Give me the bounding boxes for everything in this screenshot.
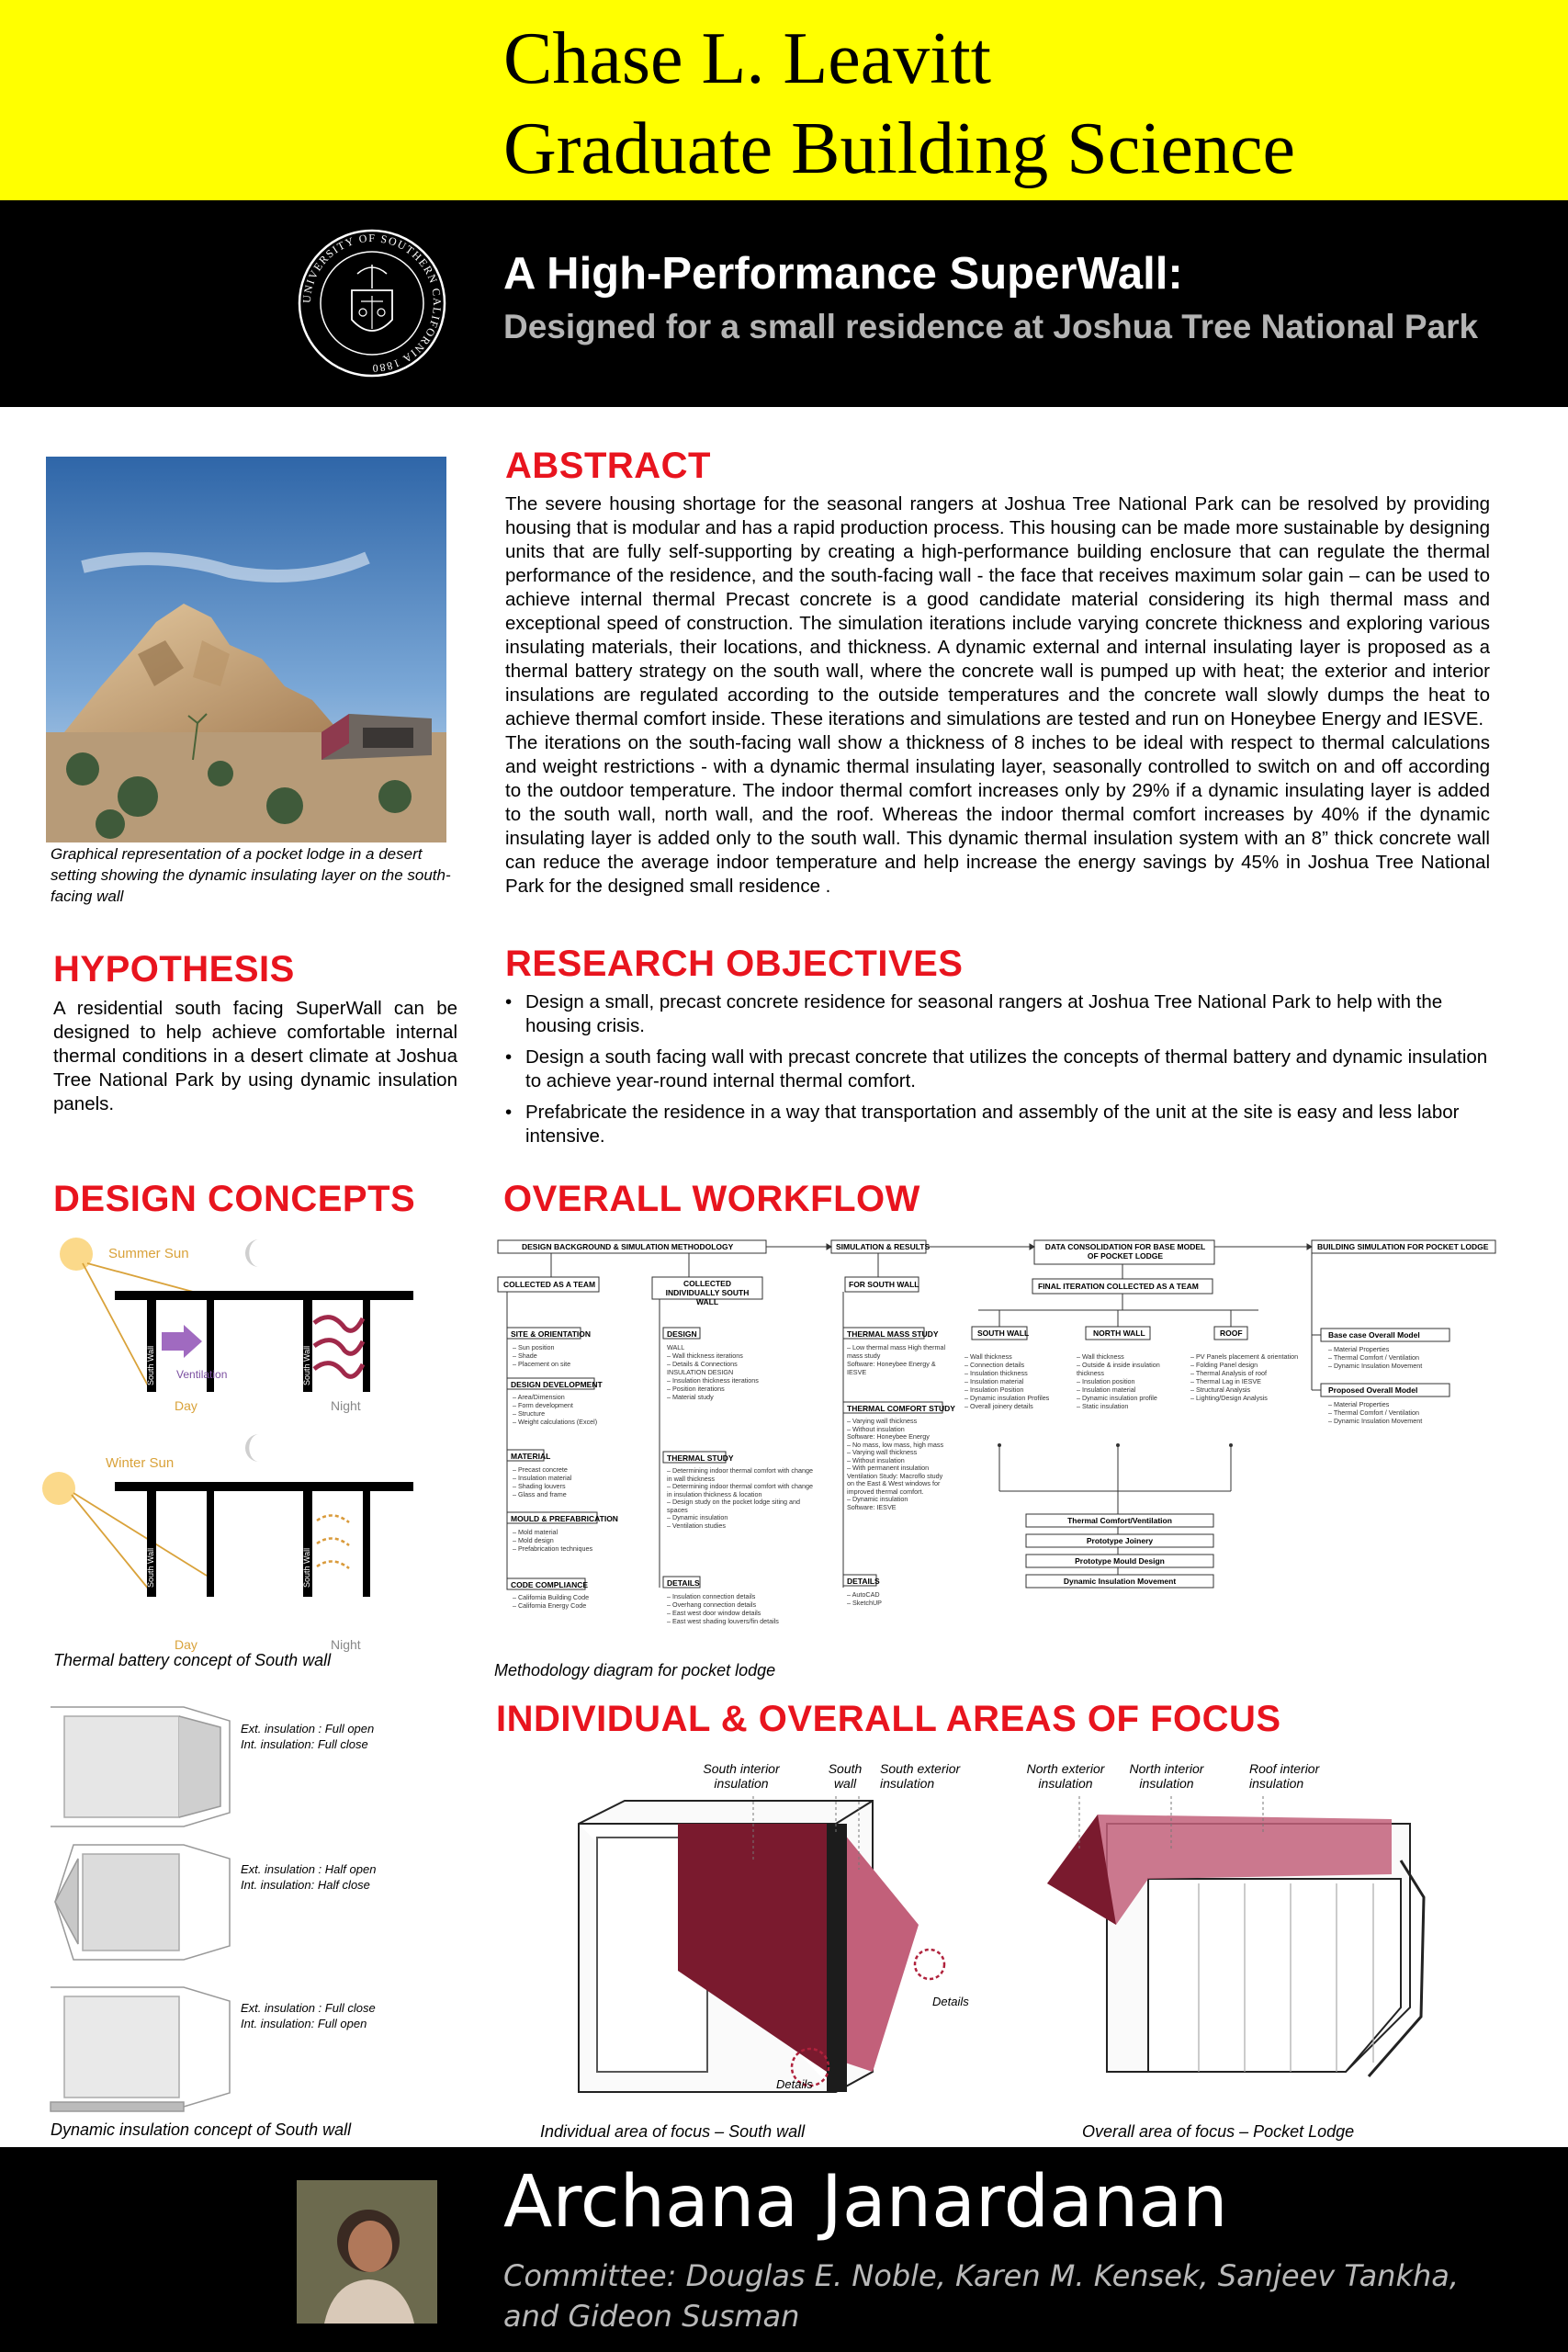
wf-site: SITE & ORIENTATION <box>511 1329 592 1339</box>
wf-sim-results: SIMULATION & RESULTS <box>836 1242 931 1251</box>
wf-details: DETAILS <box>667 1578 700 1588</box>
wf-design-items: WALL – Wall thickness iterations – Details & Connections INSULATION DESIGN – Insulation thickness iterations – Position iterations – Material study <box>667 1343 759 1401</box>
wf-dd-items: – Area/Dimension – Form development – Structure – Weight calculations (Excel) <box>513 1393 598 1426</box>
objective-item: • Prefabricate the residence in a way that transportation and assembly of the unit at the site is easy and less labor intensive. <box>505 1101 1490 1148</box>
wf-mould: MOULD & PREFABRICATION <box>511 1514 618 1523</box>
moon-icon <box>245 1239 259 1267</box>
svg-text:Ventilation: Ventilation <box>176 1368 228 1381</box>
wf-details-2: DETAILS <box>847 1577 880 1586</box>
workflow-connectors <box>496 1238 1497 1643</box>
university-seal <box>297 228 447 379</box>
objective-item: • Design a south facing wall with precast concrete that utilizes the concepts of thermal battery and dynamic insulation to achieve year-round internal thermal comfort. <box>505 1046 1490 1093</box>
committee-list: Committee: Douglas E. Noble, Karen M. Kensek, Sanjeev Tankha, and Gideon Susman <box>503 2258 1460 2334</box>
label-roof-interior: Roof interior insulation <box>1249 1761 1320 1791</box>
wf-det2-items: – AutoCAD – SketchUP <box>847 1590 882 1607</box>
wf-base-items: – Material Properties – Thermal Comfort / Ventilation – Dynamic Insulation Movement <box>1328 1345 1423 1370</box>
details-label: Details <box>776 2077 813 2091</box>
svg-text:South Wall: South Wall <box>302 1345 311 1385</box>
wf-tm-items: – Low thermal mass High thermal mass study Software: Honeybee Energy & IESVE <box>847 1343 946 1376</box>
design-concepts-heading: DESIGN CONCEPTS <box>53 1179 416 1219</box>
thermal-battery-caption: Thermal battery concept of South wall <box>53 1651 332 1669</box>
wf-south-wall: SOUTH WALL <box>977 1329 1030 1338</box>
objective-item: • Design a small, precast concrete residence for seasonal rangers at Joshua Tree National Park to help with the housing crisis. <box>505 990 1490 1038</box>
wf-ts-items: – Determining indoor thermal comfort with change in wall thickness – Determining indoor thermal comfort with change in insulation thickness & location – Design study on the pocket lodge siting and spaces – Dynamic insulation – Ventilation studies <box>667 1466 813 1530</box>
south-wall-focus-diagram <box>570 1796 969 2099</box>
dyn-ext-3: Ext. insulation : Full close <box>241 2001 376 2015</box>
label-south-interior: South interior insulation <box>703 1761 780 1791</box>
label-north-exterior: North exterior insulation <box>1026 1761 1105 1791</box>
svg-text:South Wall: South Wall <box>146 1547 155 1588</box>
wf-roof-items: – PV Panels placement & orientation – Folding Panel design – Thermal Analysis of roof – Thermal Lag in IESVE – Structural Analysis – Lighting/Design Analysis <box>1190 1352 1299 1402</box>
poster-subtitle: Designed for a small residence at Joshua Tree National Park <box>503 308 1479 345</box>
photo-caption: Graphical representation of a pocket lodge in a desert setting showing the dynamic insulating layer on the south-facing wall <box>51 845 451 905</box>
wf-out-2: Prototype Joinery <box>1086 1536 1154 1545</box>
seal-text: UNIVERSITY OF SOUTHERN CALIFORNIA 1880 <box>299 231 445 376</box>
dyn-int-2: Int. insulation: Half close <box>241 1878 370 1892</box>
wf-out-4: Dynamic Insulation Movement <box>1063 1577 1177 1586</box>
thermal-battery-diagram <box>46 1227 450 1658</box>
wf-final-iteration: FINAL ITERATION COLLECTED AS A TEAM <box>1038 1282 1199 1291</box>
wf-nw-items: – Wall thickness – Outside & inside insulation thickness – Insulation position – Insulation material – Dynamic insulation profile – Static insulation <box>1077 1352 1160 1410</box>
wf-building-sim: BUILDING SIMULATION FOR POCKET LODGE <box>1317 1242 1489 1251</box>
wf-design-background: DESIGN BACKGROUND & SIMULATION METHODOLOGY <box>522 1242 734 1251</box>
wf-out-1: Thermal Comfort/Ventilation <box>1067 1516 1172 1525</box>
wf-base-case: Base case Overall Model <box>1328 1330 1420 1340</box>
dynamic-insulation-sketches <box>46 1698 239 2120</box>
wf-data-consolidation: DATA CONSOLIDATION FOR BASE MODEL OF POCKET LODGE <box>1044 1242 1206 1261</box>
wf-code-items: – California Building Code – California Energy Code <box>513 1593 590 1610</box>
dyn-int-3: Int. insulation: Full open <box>241 2017 367 2030</box>
program-name: Graduate Building Science <box>503 108 1295 189</box>
abstract-heading: ABSTRACT <box>505 446 711 486</box>
abstract-paragraph-1: The severe housing shortage for the seasonal rangers at Joshua Tree National Park can be resolved by providing housing that is modular and has a rapid production process. This housing can be made more sustainable by designing units that are fully self-supporting by creating a high-performance building enclosure that can regulate the thermal performance of the residence, and the south-facing wall - the face that receives maximum solar gain – can be used to achieve internal thermal Precast concrete is a good candidate material considering its high thermal mass and exceptional speed of construction. The simulation iterations include varying concrete thickness and exploring various insulating materials, their locations, and thickness. A dynamic external and internal insulating layer is proposed as a thermal battery strategy on the south wall, where the concrete wall is pumped up with heat; the exterior and interior insulations are regulated according to the outside temperatures and the concrete wall slowly dumps the heat to achieve thermal comfort inside. These iterations and simulations are tested and run on Honeybee Energy and IESVE. <box>505 493 1490 729</box>
label-north-interior: North interior insulation <box>1129 1761 1204 1791</box>
details-label: Details <box>932 1995 969 2008</box>
wf-thermal-study: THERMAL STUDY <box>667 1453 734 1463</box>
svg-text:South Wall: South Wall <box>302 1547 311 1588</box>
individual-focus-caption: Individual area of focus – South wall <box>540 2122 806 2141</box>
author-photo <box>297 2180 437 2324</box>
wf-mat-items: – Precast concrete – Insulation material – Shading louvers – Glass and frame <box>513 1465 572 1498</box>
hypothesis-body: A residential south facing SuperWall can be designed to help achieve comfortable internal thermal conditions in a desert climate at Joshua Tree National Park by using dynamic insulation panels. <box>53 998 457 1114</box>
summer-sun-label: Summer Sun <box>108 1246 189 1261</box>
wf-prop-items: – Material Properties – Thermal Comfort / Ventilation – Dynamic Insulation Movement <box>1328 1400 1423 1425</box>
winter-sun-icon <box>42 1472 75 1505</box>
wf-proposed: Proposed Overall Model <box>1328 1385 1418 1395</box>
label-south-wall: South wall <box>828 1761 863 1791</box>
poster-title: A High-Performance SuperWall: <box>503 249 1183 299</box>
abstract-body <box>505 492 1490 899</box>
advisor-name: Chase L. Leavitt <box>503 18 991 99</box>
author-name: Archana Janardanan <box>503 2161 1228 2244</box>
wf-det-items: – Insulation connection details – Overhang connection details – East west door window details – East west shading louvers/fin details <box>667 1592 779 1625</box>
wf-for-south-wall: FOR SOUTH WALL <box>849 1280 919 1289</box>
wf-mould-items: – Mold material – Mold design – Prefabrication techniques <box>513 1528 593 1553</box>
moon-icon <box>245 1434 259 1462</box>
objectives-list <box>505 990 1490 1156</box>
wf-design: DESIGN <box>667 1329 697 1339</box>
pocket-lodge-focus-diagram <box>1043 1796 1428 2099</box>
abstract-paragraph-2: The iterations on the south-facing wall show a thickness of 8 inches to be ideal with respect to thermal calculations and weight restrictions - with a dynamic thermal insulating layer, seasonally controlled to switch on and off according to the outdoor temperature. The indoor thermal comfort increases only by 29% if a dynamic insulating layer is added to the south wall, north wall, and the roof. Whereas the indoor thermal comfort increases by 40% if the dynamic insulating layer is added only to the south wall. This dynamic thermal insulation system with an 8” thick concrete wall can reduce the average indoor temperature and help increase the energy savings by 45% in Joshua Tree National Park for the designed small residence . <box>505 732 1490 897</box>
night-label: Night <box>331 1637 361 1652</box>
summer-sun-icon <box>60 1238 93 1271</box>
wf-collected-individually: COLLECTED INDIVIDUALLY SOUTH WALL <box>665 1279 750 1306</box>
wf-out-3: Prototype Mould Design <box>1075 1556 1165 1566</box>
wf-site-items: – Sun position – Shade – Placement on site <box>513 1343 571 1368</box>
workflow-diagram <box>496 1238 1497 1643</box>
dyn-ext-1: Ext. insulation : Full open <box>241 1722 375 1736</box>
dyn-int-1: Int. insulation: Full close <box>241 1737 368 1751</box>
day-label: Day <box>175 1398 197 1413</box>
wf-thermal-comfort: THERMAL COMFORT STUDY <box>847 1404 955 1413</box>
wf-sw-items: – Wall thickness – Connection details – Insulation thickness – Insulation material – Insulation Position – Dynamic insulation Profiles – Overall joinery details <box>964 1352 1050 1410</box>
wf-material: MATERIAL <box>511 1452 551 1461</box>
label-south-exterior: South exterior insulation <box>880 1761 961 1791</box>
objectives-heading: RESEARCH OBJECTIVES <box>505 944 964 984</box>
svg-text:South Wall: South Wall <box>146 1345 155 1385</box>
wf-code: CODE COMPLIANCE <box>511 1580 589 1589</box>
winter-sun-label: Winter Sun <box>106 1455 175 1471</box>
wf-tc-items: – Varying wall thickness – Without insulation Software: Honeybee Energy – No mass, low mass, high mass – Varying wall thickness – Without insulation – With permanent insulation Ventilation Study: Macroflo study on the East & West windows for improved thermal comfort. – Dynamic insulation Software: IESVE <box>847 1417 944 1511</box>
overall-focus-caption: Overall area of focus – Pocket Lodge <box>1082 2122 1355 2141</box>
dynamic-insulation-caption: Dynamic insulation concept of South wall <box>51 2120 352 2139</box>
dyn-ext-2: Ext. insulation : Half open <box>241 1862 377 1876</box>
hypothesis-heading: HYPOTHESIS <box>53 949 295 989</box>
title-banner <box>0 200 1568 407</box>
workflow-caption: Methodology diagram for pocket lodge <box>494 1661 776 1679</box>
wf-collected-team: COLLECTED AS A TEAM <box>503 1280 596 1289</box>
wf-north-wall: NORTH WALL <box>1093 1329 1145 1338</box>
desert-lodge-photo <box>46 457 446 842</box>
focus-heading: INDIVIDUAL & OVERALL AREAS OF FOCUS <box>496 1699 1281 1739</box>
day-label: Day <box>175 1637 197 1652</box>
wf-design-dev: DESIGN DEVELOPMENT <box>511 1380 603 1389</box>
night-label: Night <box>331 1398 361 1413</box>
wf-thermal-mass: THERMAL MASS STUDY <box>847 1329 939 1339</box>
wf-roof: ROOF <box>1220 1329 1243 1338</box>
workflow-heading: OVERALL WORKFLOW <box>503 1179 920 1219</box>
